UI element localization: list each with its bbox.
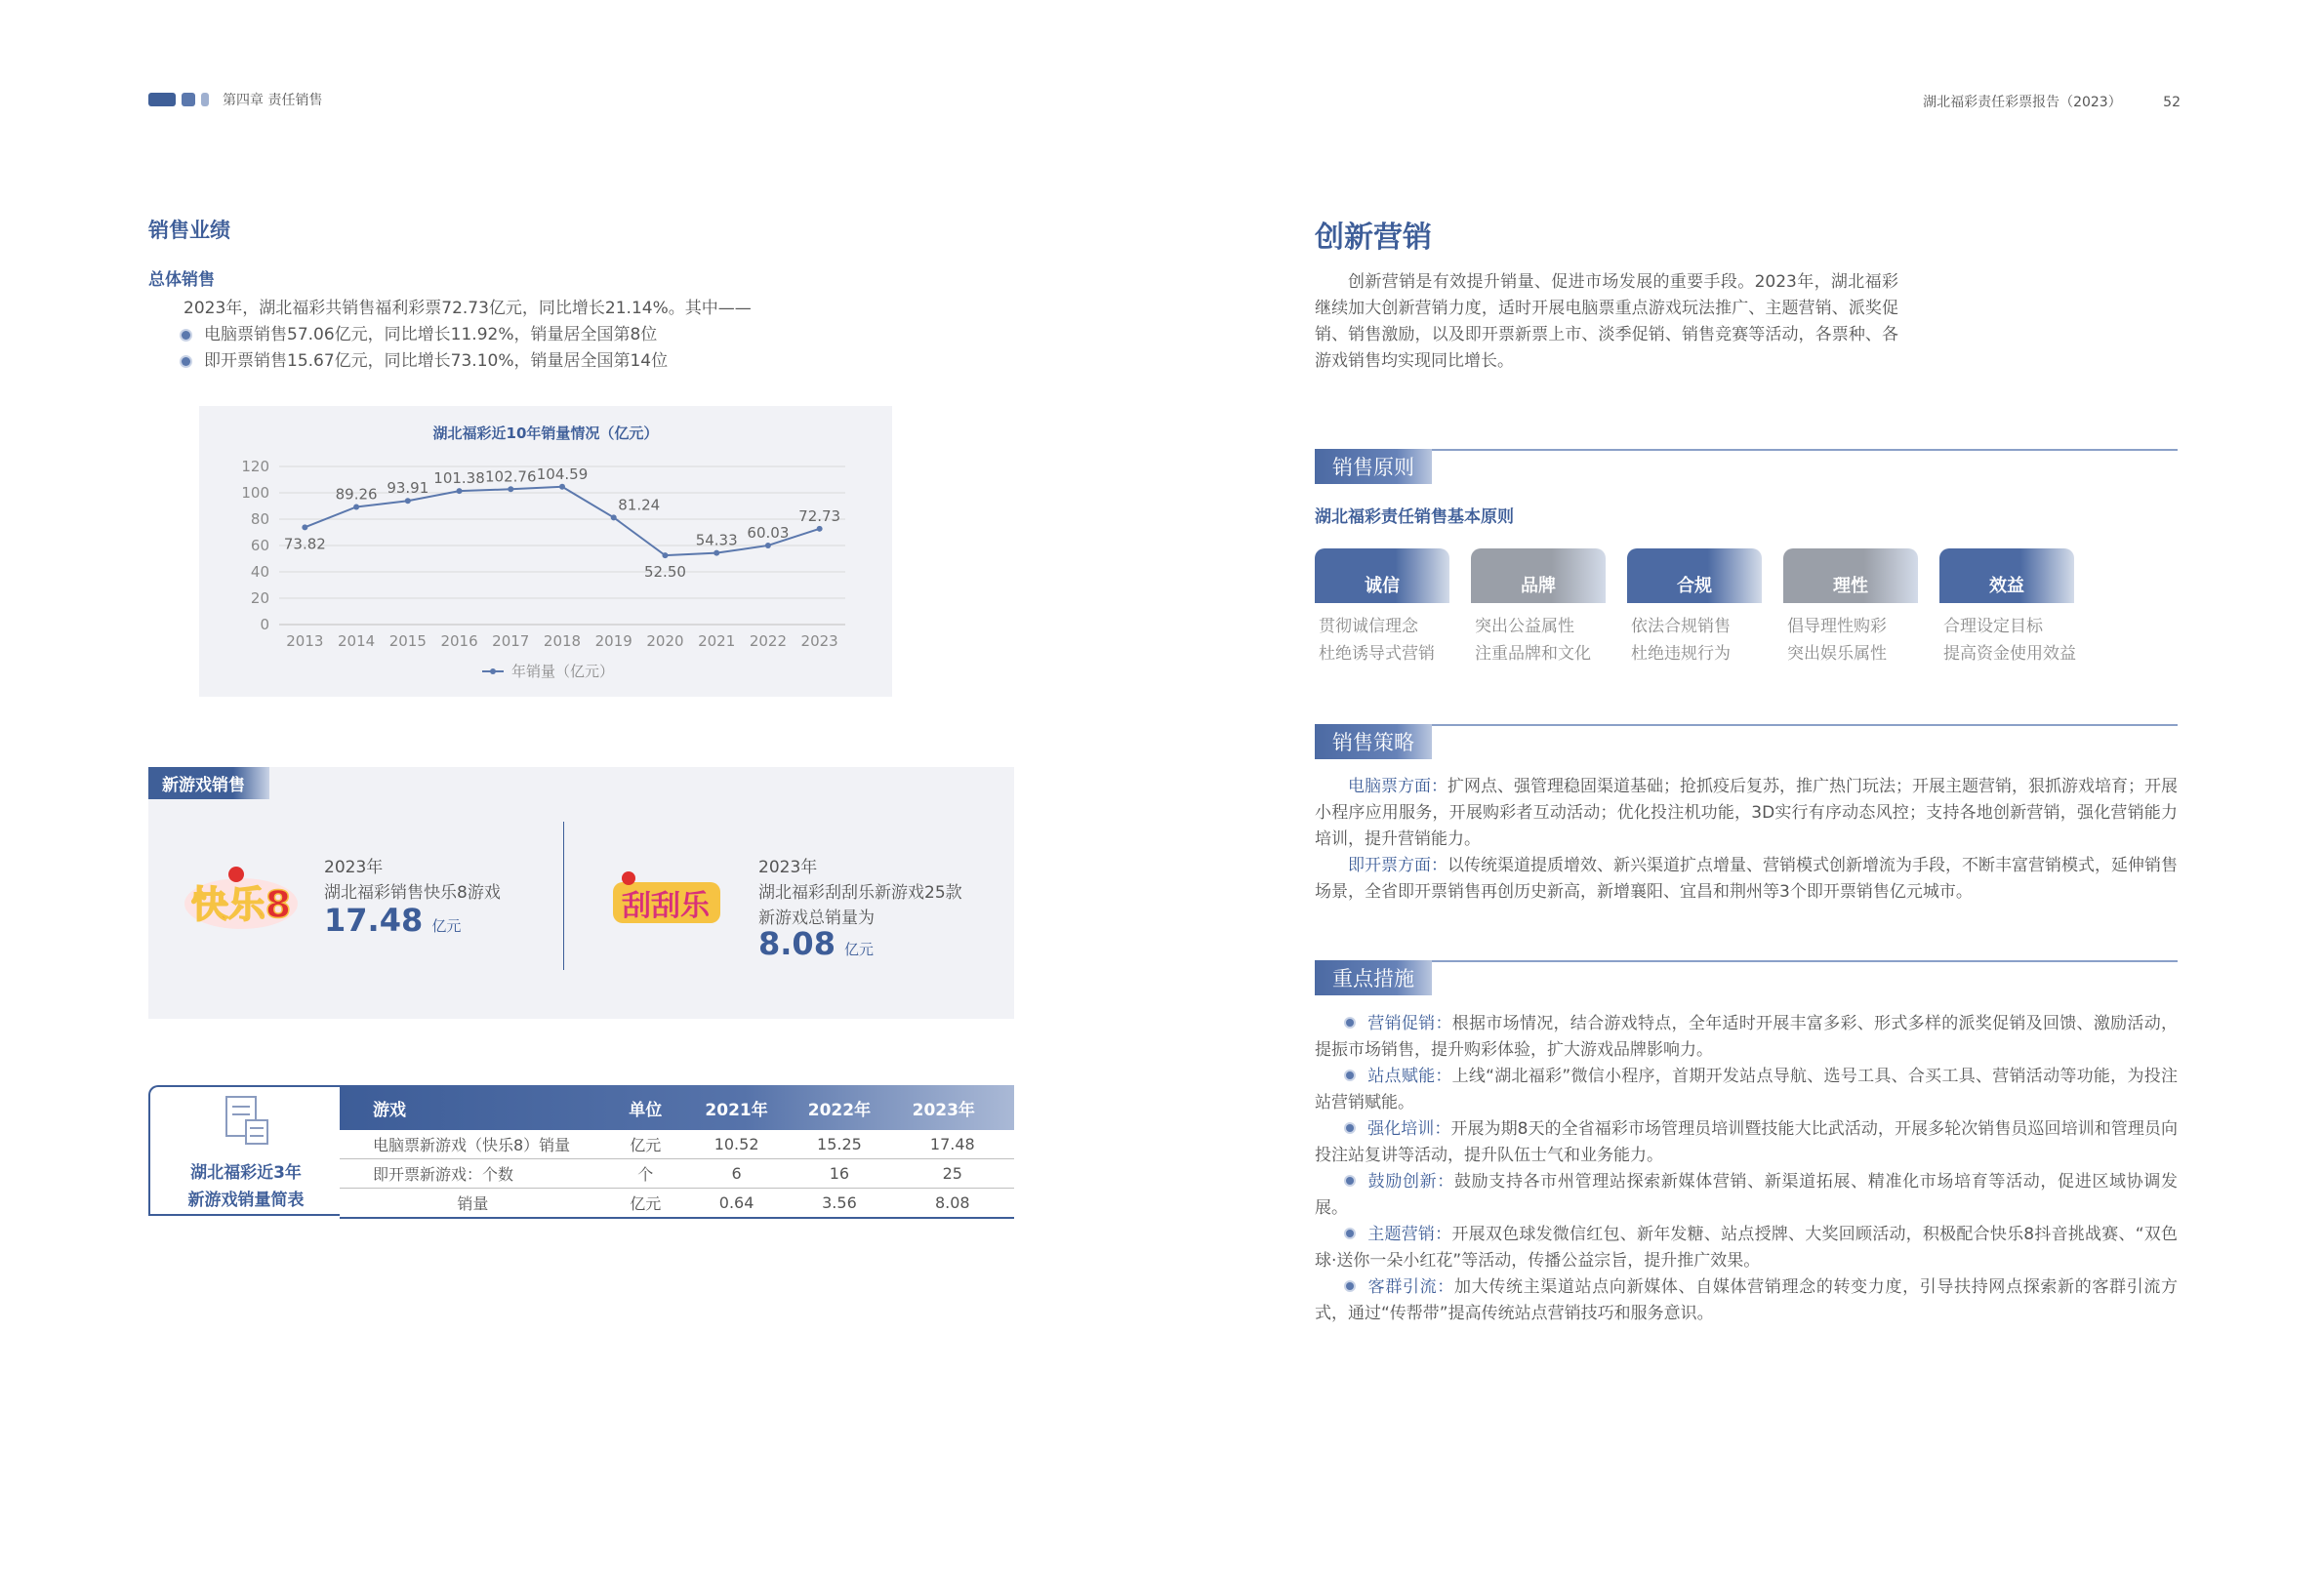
kuaile8-value: 17.48 [324, 902, 424, 939]
new-game-sales-panel [148, 767, 1014, 1019]
principle-tab: 理性 [1783, 548, 1918, 603]
table-cell: 16 [788, 1159, 890, 1189]
table-header: 游戏 [373, 1100, 406, 1120]
x-tick-label: 2022 [749, 632, 788, 650]
principle-line: 杜绝违规行为 [1631, 644, 1731, 664]
list-item [1315, 1222, 2178, 1274]
data-point [611, 514, 617, 520]
measure-text: 开展双色球发微信红包、新年发糖、站点授牌、大奖回顾活动，积极配合快乐8抖音挑战赛、“双色球·送你一朵小红花”等活动，传播公益宗旨，提升推广效果。 [1315, 1225, 2179, 1271]
table-header-row [340, 1085, 1014, 1130]
table-cell: 6 [685, 1159, 788, 1189]
summary-caption-line2: 新游戏销量简表 [187, 1191, 305, 1210]
principle-tab: 品牌 [1471, 548, 1606, 603]
table-header: 2021年 [705, 1100, 768, 1120]
table-cell: 8.08 [891, 1189, 1014, 1219]
y-tick-label: 120 [241, 458, 269, 475]
principle-description [1631, 613, 1731, 667]
strategy-text: 以传统渠道提质增效、新兴渠道扩点增量、营销模式创新增流为手段，不断丰富营销模式，延伸销售场景，全省即开票销售再创历史新高，新增襄阳、宜昌和荆州等3个即开票销售亿元城市。 [1315, 856, 2178, 902]
table-row [340, 1130, 1014, 1159]
x-tick-label: 2021 [698, 632, 736, 650]
x-tick-label: 2013 [286, 632, 324, 650]
y-tick-label: 40 [250, 563, 269, 581]
new-game-tag: 新游戏销售 [148, 767, 269, 799]
measure-label: 强化培训： [1367, 1119, 1451, 1139]
bullet-icon [1346, 1071, 1354, 1079]
data-point [508, 486, 513, 492]
table-cell: 个 [606, 1159, 685, 1189]
summary-caption-box [148, 1085, 340, 1216]
svg-text:快乐8: 快乐8 [190, 883, 292, 926]
guaguale-value: 8.08 [758, 925, 836, 962]
guaguale-logo [607, 861, 729, 939]
bullet-icon [182, 357, 190, 366]
legend-marker-icon [490, 668, 496, 674]
table-header: 2023年 [912, 1100, 975, 1120]
principle-tab: 合规 [1627, 548, 1762, 603]
principle-description [1319, 613, 1435, 667]
y-tick-label: 100 [241, 484, 269, 502]
table-cell: 3.56 [788, 1189, 890, 1219]
list-item [182, 348, 668, 375]
y-tick-label: 60 [250, 537, 269, 554]
legend-label: 年销量（亿元） [511, 663, 615, 680]
summary-caption-line1: 湖北福彩近3年 [190, 1163, 302, 1183]
summary-table-wrap [340, 1085, 1014, 1219]
strategy-label: 电脑票方面： [1348, 777, 1447, 796]
table-cell: 10.52 [685, 1130, 788, 1159]
measures-tag: 重点措施 [1315, 960, 1432, 995]
bullet-icon [182, 331, 190, 340]
data-label: 101.38 [433, 469, 485, 488]
chart-legend [482, 663, 614, 680]
x-tick-label: 2017 [492, 632, 530, 650]
measure-text: 开展为期8天的全省福彩市场管理员培训暨技能大比武活动，开展多轮次销售员巡回培训和管理员向投注站复讲等活动，提升队伍士气和业务能力。 [1315, 1119, 2178, 1165]
kuaile8-unit: 亿元 [431, 917, 462, 935]
svg-text:刮刮乐: 刮刮乐 [622, 889, 710, 923]
measure-label: 营销促销： [1367, 1014, 1452, 1033]
guaguale-logo-icon [607, 861, 729, 939]
x-tick-label: 2018 [543, 632, 582, 650]
chart-title: 湖北福彩近10年销量情况（亿元） [432, 424, 659, 442]
report-title: 湖北福彩责任彩票报告（2023） [1923, 95, 2122, 110]
principle-line: 突出娱乐属性 [1787, 644, 1887, 664]
data-point [457, 488, 463, 494]
measure-label: 鼓励创新： [1367, 1172, 1454, 1192]
x-tick-label: 2019 [594, 632, 632, 650]
section-divider [1315, 724, 2178, 726]
measures-list [1315, 1011, 2178, 1327]
data-label: 52.50 [643, 563, 686, 582]
chapter-title: 第四章 责任销售 [223, 93, 323, 108]
x-tick-label: 2023 [800, 632, 838, 650]
table-cell: 亿元 [606, 1189, 685, 1219]
data-label: 54.33 [695, 531, 738, 549]
sales-line-chart [199, 406, 892, 697]
list-item [1315, 1274, 2178, 1327]
data-point [559, 484, 565, 490]
principle-line: 依法合规销售 [1631, 617, 1731, 636]
data-label: 102.76 [485, 467, 537, 486]
data-point [765, 543, 771, 548]
x-tick-label: 2020 [646, 632, 684, 650]
bullet-icon [1346, 1124, 1354, 1132]
data-point [714, 550, 719, 556]
guaguale-unit: 亿元 [844, 941, 875, 958]
table-header: 2022年 [807, 1100, 872, 1120]
data-point [405, 498, 411, 504]
list-item [1315, 1064, 2178, 1116]
report-header [1923, 92, 2181, 111]
marketing-intro: 创新营销是有效提升销量、促进市场发展的重要手段。2023年，湖北福彩继续加大创新营销力度，适时开展电脑票重点游戏玩法推广、主题营销、派奖促销、销售激励，以及即开票新票上市、淡季促销、销售竞赛等活动，各票种、各游戏销售均实现同比增长。 [1315, 272, 1898, 371]
sales-intro: 2023年，湖北福彩共销售福利彩票72.73亿元，同比增长21.14%。其中—— [183, 299, 752, 318]
data-label: 73.82 [283, 535, 326, 553]
table-row [340, 1189, 1014, 1219]
page-number: 52 [2163, 95, 2181, 110]
data-label: 89.26 [335, 485, 378, 504]
principle-tab: 诚信 [1315, 548, 1449, 603]
strategy-paragraph-instant [1315, 853, 2178, 906]
measure-text: 加大传统主渠道站点向新媒体、自媒体营销理念的转变力度，引导扶持网点探索新的客群引流方式，通过“传帮带”提高传统站点营销技巧和服务意识。 [1315, 1277, 2179, 1323]
table-cell: 15.25 [788, 1130, 890, 1159]
principle-line: 贯彻诚信理念 [1319, 617, 1418, 636]
data-point [662, 552, 668, 558]
chapter-marker-icon [201, 93, 209, 106]
principle-line: 注重品牌和文化 [1475, 644, 1591, 664]
strategy-tag: 销售策略 [1315, 724, 1432, 759]
strategy-text: 扩网点、强管理稳固渠道基础；抢抓疫后复苏，推广热门玩法；开展主题营销，狠抓游戏培育；开展小程序应用服务，开展购彩者互动活动；优化投注机功能，3D实行有序动态风控；支持各地创新营销，强化营销能力培训，提升营销能力。 [1315, 777, 2178, 849]
principle-tab: 效益 [1939, 548, 2074, 603]
x-tick-label: 2014 [337, 632, 376, 650]
table-cell: 销量 [340, 1189, 606, 1219]
strategy-label: 即开票方面： [1348, 856, 1447, 875]
table-cell: 亿元 [606, 1130, 685, 1159]
document-calculator-icon [217, 1093, 275, 1148]
principle-line: 合理设定目标 [1943, 617, 2043, 636]
section-title-sales-performance: 销售业绩 [148, 219, 230, 242]
bullet-text: 即开票销售15.67亿元，同比增长73.10%，销量居全国第14位 [204, 351, 669, 371]
principle-line: 倡导理性购彩 [1787, 617, 1887, 636]
section-divider [1315, 960, 2178, 962]
table-cell: 即开票新游戏：个数 [340, 1159, 606, 1189]
data-point [302, 524, 307, 530]
kuaile8-logo [178, 861, 305, 939]
measure-label: 客群引流： [1367, 1277, 1454, 1297]
table-cell: 17.48 [891, 1130, 1014, 1159]
measure-text: 鼓励支持各市州管理站探索新媒体营销、新渠道拓展、精准化市场培育等活动，促进区域协调发展。 [1315, 1172, 2179, 1218]
measure-text: 上线“湖北福彩”微信小程序，首期开发站点导航、选号工具、合买工具、营销活动等功能，为投注站营销赋能。 [1315, 1067, 2178, 1112]
kuaile8-desc: 湖北福彩销售快乐8游戏 [324, 883, 501, 903]
principles-tag: 销售原则 [1315, 449, 1432, 484]
measure-text: 根据市场情况，结合游戏特点，全年适时开展丰富多彩、形式多样的派奖促销及回馈、激励活动，提振市场销售，提升购彩体验，扩大游戏品牌影响力。 [1315, 1014, 2178, 1060]
kuaile8-year: 2023年 [324, 858, 384, 877]
kuaile8-logo-icon [178, 861, 305, 939]
subsection-title-overall-sales: 总体销售 [148, 270, 215, 290]
principle-description [1475, 613, 1591, 667]
data-label: 81.24 [618, 496, 661, 514]
principle-line: 提高资金使用效益 [1943, 644, 2076, 664]
section-divider [1315, 449, 2178, 451]
new-game-summary [148, 1085, 1014, 1218]
guaguale-year: 2023年 [758, 858, 818, 877]
data-label: 60.03 [747, 523, 790, 542]
bullet-icon [1346, 1282, 1354, 1290]
chapter-marker-icon [148, 93, 176, 106]
bullet-icon [1346, 1177, 1354, 1185]
data-label: 104.59 [536, 465, 589, 483]
data-point [817, 526, 823, 532]
bullet-icon [1346, 1230, 1354, 1237]
list-item [1315, 1169, 2178, 1222]
strategy-paragraph-computer [1315, 774, 2178, 853]
guaguale-sales [758, 925, 874, 962]
measure-label: 主题营销： [1367, 1225, 1452, 1244]
y-tick-label: 80 [250, 510, 269, 528]
principle-description [1787, 613, 1887, 667]
principle-description [1943, 613, 2076, 667]
list-item [1315, 1011, 2178, 1064]
principles-subtitle: 湖北福彩责任销售基本原则 [1315, 507, 1514, 527]
chapter-header [148, 90, 322, 109]
data-label: 72.73 [798, 506, 841, 525]
y-tick-label: 20 [250, 589, 269, 607]
table-header: 单位 [629, 1100, 663, 1120]
table-cell: 25 [891, 1159, 1014, 1189]
summary-table [340, 1085, 1014, 1219]
table-cell: 电脑票新游戏（快乐8）销量 [340, 1130, 606, 1159]
sales-chart-panel [199, 406, 892, 697]
bullet-text: 电脑票销售57.06亿元，同比增长11.92%，销量居全国第8位 [204, 325, 658, 344]
table-row [340, 1159, 1014, 1189]
x-tick-label: 2015 [388, 632, 427, 650]
measure-label: 站点赋能： [1367, 1067, 1452, 1086]
table-cell: 0.64 [685, 1189, 788, 1219]
chapter-marker-icon [182, 93, 195, 106]
guaguale-desc2: 新游戏总销量为 [758, 909, 875, 928]
bullet-icon [1346, 1019, 1354, 1027]
section-title-innovative-marketing: 创新营销 [1315, 221, 1432, 255]
principle-line: 突出公益属性 [1475, 617, 1574, 636]
list-item [182, 322, 657, 348]
summary-caption [150, 1159, 342, 1214]
x-tick-label: 2016 [440, 632, 478, 650]
y-tick-label: 0 [260, 616, 269, 633]
guaguale-desc: 湖北福彩刮刮乐新游戏25款 [758, 883, 962, 903]
kuaile8-sales [324, 902, 461, 939]
data-point [353, 504, 359, 509]
data-label: 93.91 [387, 479, 429, 498]
divider [563, 822, 564, 970]
list-item [1315, 1116, 2178, 1169]
principle-line: 杜绝诱导式营销 [1319, 644, 1435, 664]
